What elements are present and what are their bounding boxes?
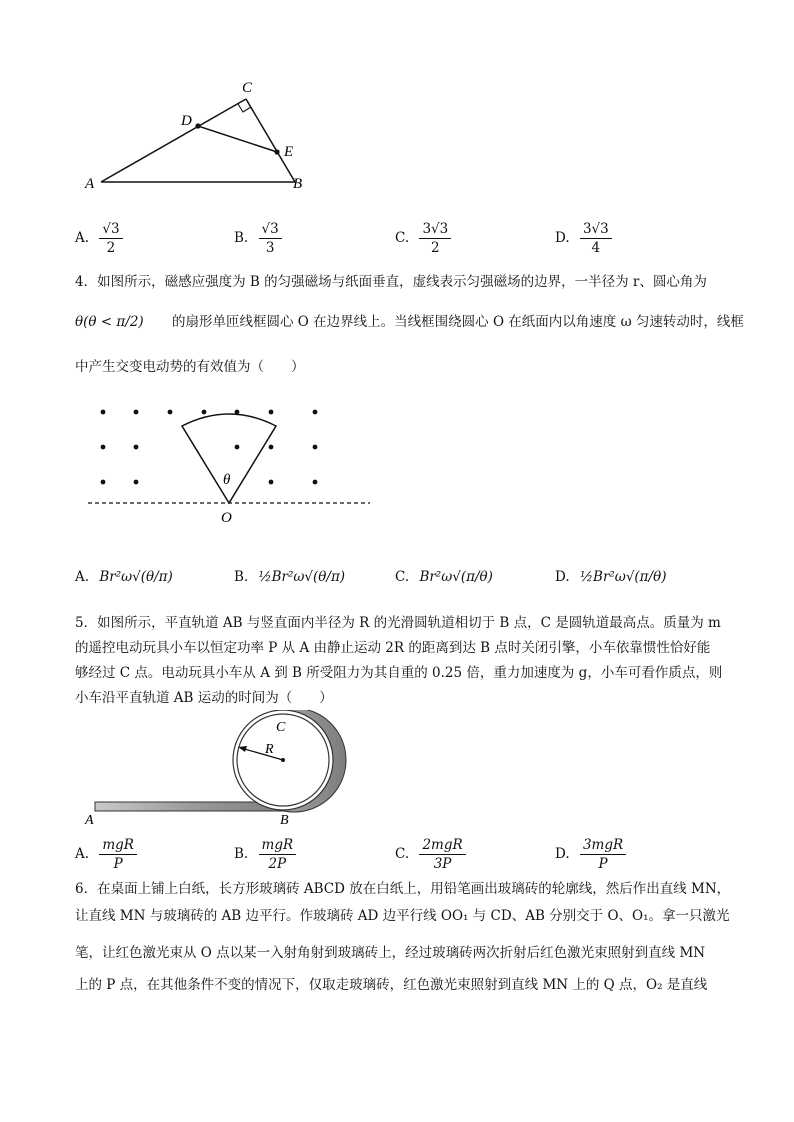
option-letter: B. [234,569,249,585]
denominator: 2P [268,856,287,872]
q6-line-3: 笔，让红色激光束从 O 点以某一入射角射到玻璃砖上，经过玻璃砖两次折射后红色激光束照射到直线 MN [75,945,706,961]
segment-AC [101,99,246,182]
option-expression: ½Br²ω√(π/θ) [579,569,667,585]
option-fraction [419,220,451,257]
segment-DE [198,126,277,152]
point-D [195,123,200,128]
option-expression: Br²ω√(θ/π) [99,569,173,585]
option-letter: B. [234,846,249,862]
label-E: E [284,144,294,160]
q4-line-2: 的扇形单匝线框圆心 O 在边界线上。当线框围绕圆心 O 在纸面内以角速度 ω 匀速转动时，线框 [172,314,744,330]
q4-option-b[interactable] [234,569,345,585]
option-fraction [259,220,282,257]
triangle-figure [80,75,320,195]
denominator: 4 [591,240,601,256]
label-R: R [265,742,274,757]
q4-option-c[interactable] [395,569,493,585]
label-B: B [280,813,289,828]
numerator: 3√3 [419,220,451,239]
q6-line-1: 6．在桌面上铺上白纸，长方形玻璃砖 ABCD 放在白纸上，用铅笔画出玻璃砖的轮廓线，然后作出直线 MN， [75,881,731,897]
q5-option-b[interactable] [234,836,296,873]
numerator: mgR [99,836,137,855]
q3-option-b[interactable] [234,220,282,257]
option-letter: C. [395,846,410,862]
option-fraction [580,836,626,873]
center-point [281,758,285,762]
q4-option-a[interactable] [75,569,173,585]
denominator: 3 [265,240,275,256]
q4-line-3: 中产生交变电动势的有效值为（ ） [75,359,305,375]
option-fraction [99,220,122,257]
option-letter: C. [395,569,410,585]
q5-line-2: 的遥控电动玩具小车以恒定功率 P 从 A 由静止运动 2R 的距离到达 B 点时关闭引擎，小车依靠惯性恰好能 [75,640,711,656]
label-O: O [221,510,232,526]
numerator: 3mgR [580,836,626,855]
label-D: D [181,113,192,129]
option-letter: A. [75,230,90,246]
option-fraction [259,836,297,873]
numerator: 2mgR [419,836,465,855]
label-C: C [242,80,253,96]
q5-line-4: 小车沿平直轨道 AB 运动的时间为（ ） [75,690,333,706]
option-fraction [419,836,465,873]
segment-CB [246,99,295,182]
label-A: A [85,813,94,828]
option-letter: D. [555,569,570,585]
q3-option-c[interactable] [395,220,451,257]
numerator: √3 [259,220,282,239]
denominator: 2 [106,240,116,256]
option-expression: ½Br²ω√(θ/π) [258,569,346,585]
denominator: 3P [433,856,452,872]
label-A: A [85,176,95,192]
numerator: √3 [99,220,122,239]
magnetic-field-dots [101,410,318,485]
q4-line-1: 4．如图所示，磁感应强度为 B 的匀强磁场与纸面垂直，虚线表示匀强磁场的边界，一半径为 r、圆心角为 [75,274,707,290]
option-letter: D. [555,230,570,246]
denominator: P [113,856,123,872]
option-letter: A. [75,569,90,585]
q5-option-c[interactable] [395,836,466,873]
q3-option-d[interactable] [555,220,612,257]
theta-label: θ [223,472,231,488]
label-B: B [293,176,303,192]
q5-line-1: 5．如图所示，平直轨道 AB 与竖直面内半径为 R 的光滑圆轨道相切于 B 点，C 是圆轨道最高点。质量为 m [75,615,721,631]
q6-line-4: 上的 P 点，在其他条件不变的情况下，仅取走玻璃砖，红色激光束照射到直线 MN 上的 Q 点，O₂ 是直线 [75,977,708,993]
point-E [274,149,279,154]
denominator: 2 [431,240,440,256]
q5-line-3: 够经过 C 点。电动玩具小车从 A 到 B 所受阻力为其自重的 0.25 倍，重力加速度为 g，小车可看作质点，则 [75,665,723,681]
denominator: P [598,856,608,872]
track-loop-figure [80,710,350,830]
option-fraction [99,836,137,873]
sector-field-figure [80,400,380,530]
q4-theta-condition: θ(θ < π/2) [75,314,144,330]
q4-option-d[interactable] [555,569,667,585]
option-letter: D. [555,846,570,862]
q6-line-2: 让直线 MN 与玻璃砖的 AB 边平行。作玻璃砖 AD 边平行线 OO₁ 与 CD、AB 分别交于 O、O₁。拿一只激光 [75,908,730,924]
q3-option-a[interactable] [75,220,123,257]
sector-coil [182,414,276,503]
label-C: C [276,720,286,735]
q5-option-a[interactable] [75,836,137,873]
option-fraction [580,220,612,257]
numerator: 3√3 [580,220,612,239]
option-letter: A. [75,846,90,862]
option-expression: Br²ω√(π/θ) [419,569,493,585]
q5-option-d[interactable] [555,836,626,873]
numerator: mgR [259,836,297,855]
option-letter: C. [395,230,410,246]
option-letter: B. [234,230,249,246]
